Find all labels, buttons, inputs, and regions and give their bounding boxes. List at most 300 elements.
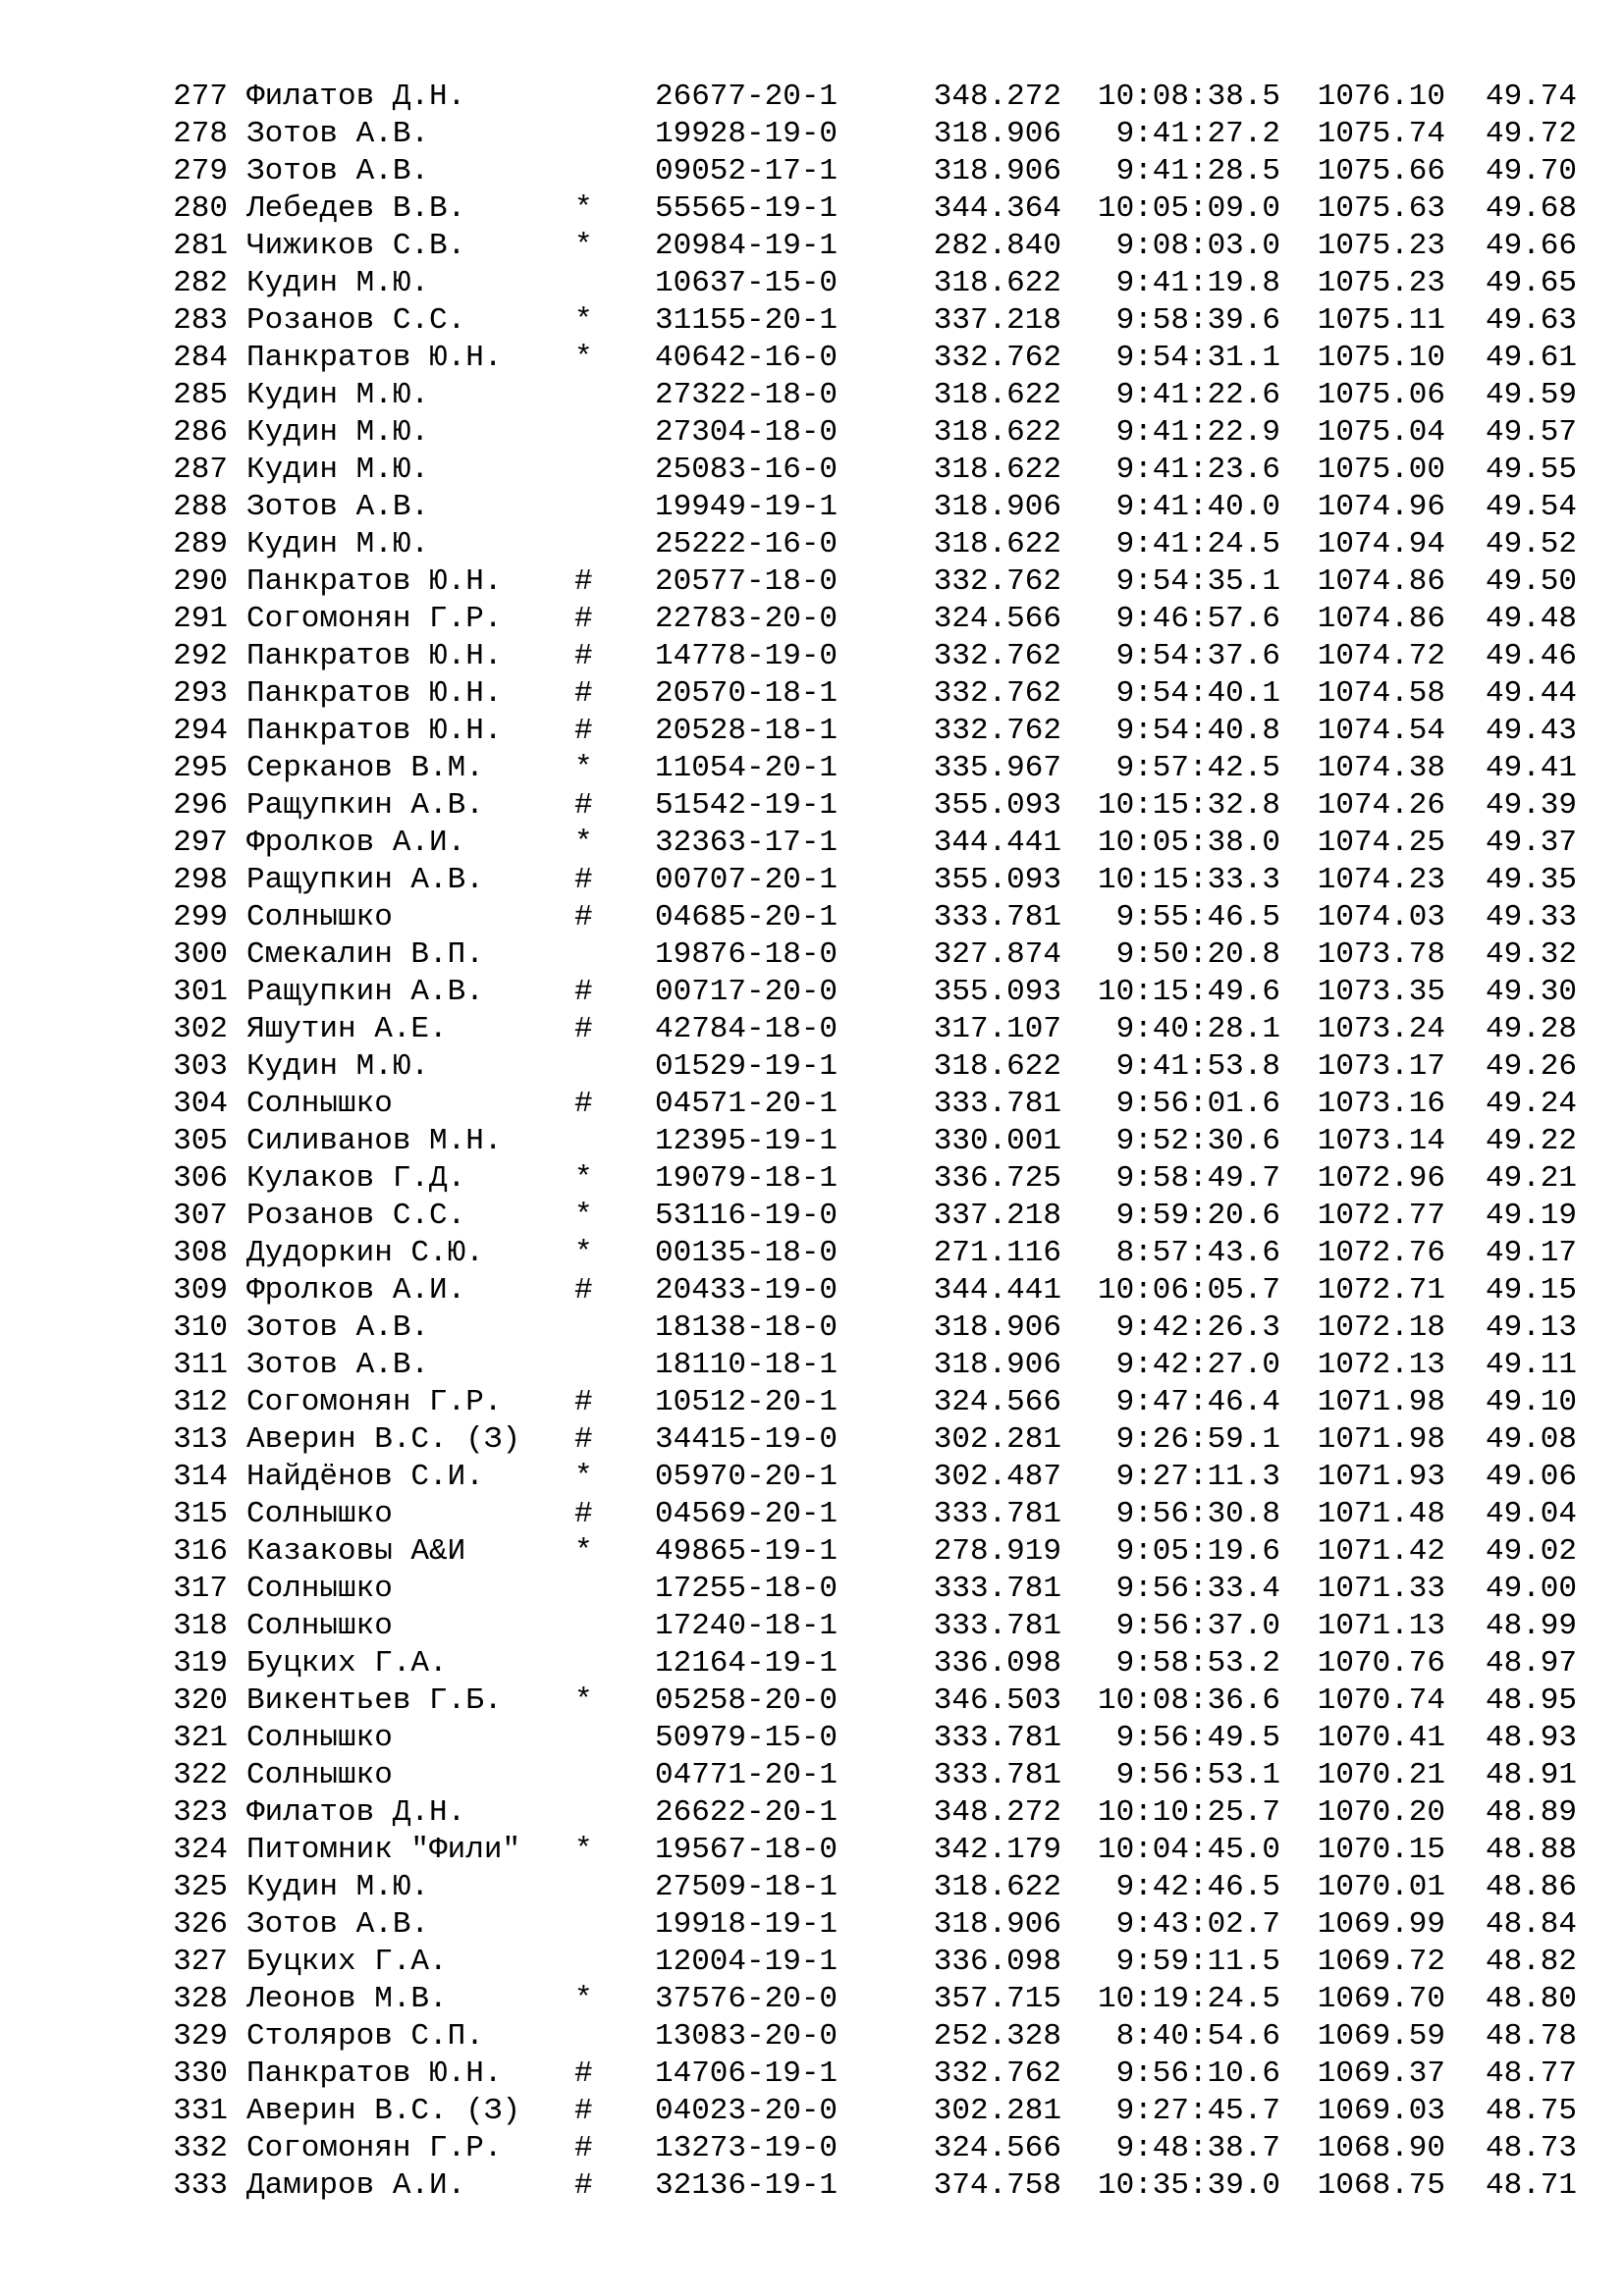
table-row	[173, 1309, 1577, 1347]
speed: 1074.96	[1317, 490, 1445, 524]
table-row	[173, 899, 1577, 936]
table-row	[173, 1682, 1577, 1720]
points: 49.17	[1485, 1236, 1577, 1270]
speed: 1075.10	[1317, 341, 1445, 375]
ring-number: 27304-18-0	[655, 415, 839, 450]
place-number: 278	[173, 117, 228, 151]
status-mark: #	[574, 1385, 593, 1419]
place-number: 281	[173, 229, 228, 263]
status-mark: #	[574, 2168, 593, 2203]
status-mark: *	[574, 1161, 593, 1196]
speed: 1069.03	[1317, 2094, 1445, 2128]
arrival-time: 8:57:43.6	[1115, 1236, 1280, 1270]
arrival-time: 9:54:40.1	[1115, 676, 1280, 711]
owner-name: Зотов А.В.	[246, 117, 430, 151]
speed: 1075.04	[1317, 415, 1445, 450]
points: 49.46	[1485, 639, 1577, 673]
ring-number: 12164-19-1	[655, 1646, 839, 1681]
owner-name: Буцких Г.А.	[246, 1646, 448, 1681]
place-number: 298	[173, 863, 228, 897]
owner-name: Солнышко	[246, 1609, 393, 1643]
points: 48.97	[1485, 1646, 1577, 1681]
owner-name: Зотов А.В.	[246, 1348, 430, 1382]
speed: 1075.06	[1317, 378, 1445, 412]
ring-number: 10512-20-1	[655, 1385, 839, 1419]
status-mark: *	[574, 1460, 593, 1494]
place-number: 295	[173, 751, 228, 785]
owner-name: Кудин М.Ю.	[246, 1049, 430, 1084]
speed: 1075.74	[1317, 117, 1445, 151]
arrival-time: 10:10:25.7	[1097, 1795, 1280, 1830]
status-mark: #	[574, 2056, 593, 2091]
distance: 374.758	[933, 2168, 1061, 2203]
place-number: 287	[173, 453, 228, 487]
ring-number: 19567-18-0	[655, 1833, 839, 1867]
table-row	[173, 1720, 1577, 1757]
distance: 318.906	[933, 117, 1061, 151]
ring-number: 17240-18-1	[655, 1609, 839, 1643]
owner-name: Викентьев Г.Б.	[246, 1683, 503, 1718]
arrival-time: 9:56:37.0	[1115, 1609, 1280, 1643]
points: 49.10	[1485, 1385, 1577, 1419]
distance: 302.487	[933, 1460, 1061, 1494]
speed: 1074.38	[1317, 751, 1445, 785]
distance: 332.762	[933, 341, 1061, 375]
distance: 337.218	[933, 303, 1061, 338]
place-number: 305	[173, 1124, 228, 1158]
distance: 346.503	[933, 1683, 1061, 1718]
speed: 1073.78	[1317, 937, 1445, 972]
status-mark: #	[574, 1497, 593, 1531]
speed: 1072.71	[1317, 1273, 1445, 1308]
ring-number: 13273-19-0	[655, 2131, 839, 2165]
speed: 1071.98	[1317, 1422, 1445, 1457]
distance: 344.441	[933, 1273, 1061, 1308]
ring-number: 04023-20-0	[655, 2094, 839, 2128]
distance: 333.781	[933, 1572, 1061, 1606]
arrival-time: 9:50:20.8	[1115, 937, 1280, 972]
status-mark: *	[574, 1199, 593, 1233]
ring-number: 20577-18-0	[655, 564, 839, 599]
distance: 337.218	[933, 1199, 1061, 1233]
arrival-time: 9:59:20.6	[1115, 1199, 1280, 1233]
status-mark: *	[574, 341, 593, 375]
status-mark: #	[574, 639, 593, 673]
arrival-time: 9:59:11.5	[1115, 1945, 1280, 1979]
place-number: 329	[173, 2019, 228, 2054]
status-mark: #	[574, 900, 593, 934]
table-row	[173, 750, 1577, 787]
table-row	[173, 1347, 1577, 1384]
table-row	[173, 153, 1577, 190]
distance: 332.762	[933, 714, 1061, 748]
arrival-time: 9:42:46.5	[1115, 1870, 1280, 1904]
ring-number: 11054-20-1	[655, 751, 839, 785]
ring-number: 18110-18-1	[655, 1348, 839, 1382]
distance: 333.781	[933, 1721, 1061, 1755]
arrival-time: 9:41:27.2	[1115, 117, 1280, 151]
owner-name: Панкратов Ю.Н.	[246, 714, 503, 748]
table-row	[173, 675, 1577, 713]
owner-name: Панкратов Ю.Н.	[246, 639, 503, 673]
distance: 318.906	[933, 1907, 1061, 1942]
points: 48.84	[1485, 1907, 1577, 1942]
distance: 344.364	[933, 191, 1061, 226]
ring-number: 14706-19-1	[655, 2056, 839, 2091]
table-row	[173, 974, 1577, 1011]
owner-name: Филатов Д.Н.	[246, 1795, 466, 1830]
distance: 318.622	[933, 415, 1061, 450]
owner-name: Дудоркин С.Ю.	[246, 1236, 484, 1270]
distance: 332.762	[933, 676, 1061, 711]
ring-number: 04685-20-1	[655, 900, 839, 934]
table-row	[173, 1459, 1577, 1496]
distance: 318.622	[933, 1870, 1061, 1904]
distance: 252.328	[933, 2019, 1061, 2054]
table-row	[173, 340, 1577, 377]
points: 49.74	[1485, 80, 1577, 114]
arrival-time: 9:54:37.6	[1115, 639, 1280, 673]
place-number: 285	[173, 378, 228, 412]
owner-name: Леонов М.В.	[246, 1982, 448, 2016]
points: 49.72	[1485, 117, 1577, 151]
arrival-time: 9:42:26.3	[1115, 1310, 1280, 1345]
place-number: 330	[173, 2056, 228, 2091]
owner-name: Розанов С.С.	[246, 303, 466, 338]
place-number: 316	[173, 1534, 228, 1569]
ring-number: 05970-20-1	[655, 1460, 839, 1494]
owner-name: Чижиков С.В.	[246, 229, 466, 263]
place-number: 299	[173, 900, 228, 934]
table-row	[173, 1832, 1577, 1869]
arrival-time: 9:54:31.1	[1115, 341, 1280, 375]
arrival-time: 9:43:02.7	[1115, 1907, 1280, 1942]
arrival-time: 9:57:42.5	[1115, 751, 1280, 785]
ring-number: 00717-20-0	[655, 975, 839, 1009]
owner-name: Дамиров А.И.	[246, 2168, 466, 2203]
table-row	[173, 563, 1577, 601]
owner-name: Столяров С.П.	[246, 2019, 484, 2054]
points: 49.00	[1485, 1572, 1577, 1606]
table-row	[173, 1198, 1577, 1235]
results-table	[173, 79, 1577, 2205]
arrival-time: 9:27:45.7	[1115, 2094, 1280, 2128]
ring-number: 26622-20-1	[655, 1795, 839, 1830]
table-row	[173, 228, 1577, 265]
table-row	[173, 1160, 1577, 1198]
speed: 1069.59	[1317, 2019, 1445, 2054]
place-number: 282	[173, 266, 228, 300]
distance: 327.874	[933, 937, 1061, 972]
place-number: 326	[173, 1907, 228, 1942]
place-number: 308	[173, 1236, 228, 1270]
points: 49.24	[1485, 1087, 1577, 1121]
speed: 1070.21	[1317, 1758, 1445, 1792]
table-row	[173, 936, 1577, 974]
owner-name: Кудин М.Ю.	[246, 415, 430, 450]
speed: 1069.37	[1317, 2056, 1445, 2091]
table-row	[173, 862, 1577, 899]
owner-name: Питомник "Фили"	[246, 1833, 521, 1867]
speed: 1073.16	[1317, 1087, 1445, 1121]
arrival-time: 9:56:33.4	[1115, 1572, 1280, 1606]
table-row	[173, 1757, 1577, 1794]
owner-name: Зотов А.В.	[246, 1310, 430, 1345]
status-mark: *	[574, 191, 593, 226]
ring-number: 19949-19-1	[655, 490, 839, 524]
arrival-time: 8:40:54.6	[1115, 2019, 1280, 2054]
points: 48.77	[1485, 2056, 1577, 2091]
ring-number: 32136-19-1	[655, 2168, 839, 2203]
status-mark: #	[574, 2094, 593, 2128]
arrival-time: 9:41:53.8	[1115, 1049, 1280, 1084]
table-row	[173, 2018, 1577, 2056]
points: 48.93	[1485, 1721, 1577, 1755]
speed: 1071.13	[1317, 1609, 1445, 1643]
arrival-time: 9:41:40.0	[1115, 490, 1280, 524]
owner-name: Согомонян Г.Р.	[246, 2131, 503, 2165]
ring-number: 32363-17-1	[655, 826, 839, 860]
speed: 1071.48	[1317, 1497, 1445, 1531]
ring-number: 20984-19-1	[655, 229, 839, 263]
points: 49.54	[1485, 490, 1577, 524]
place-number: 296	[173, 788, 228, 823]
points: 49.21	[1485, 1161, 1577, 1196]
table-row	[173, 79, 1577, 116]
table-row	[173, 1533, 1577, 1571]
points: 49.55	[1485, 453, 1577, 487]
place-number: 283	[173, 303, 228, 338]
table-row	[173, 1981, 1577, 2018]
arrival-time: 10:08:36.6	[1097, 1683, 1280, 1718]
owner-name: Зотов А.В.	[246, 490, 430, 524]
arrival-time: 9:58:53.2	[1115, 1646, 1280, 1681]
owner-name: Филатов Д.Н.	[246, 80, 466, 114]
arrival-time: 9:41:22.9	[1115, 415, 1280, 450]
table-row	[173, 1869, 1577, 1906]
speed: 1074.86	[1317, 602, 1445, 636]
points: 49.41	[1485, 751, 1577, 785]
ring-number: 49865-19-1	[655, 1534, 839, 1569]
ring-number: 19928-19-0	[655, 117, 839, 151]
speed: 1072.13	[1317, 1348, 1445, 1382]
arrival-time: 10:15:32.8	[1097, 788, 1280, 823]
speed: 1071.42	[1317, 1534, 1445, 1569]
distance: 333.781	[933, 1087, 1061, 1121]
speed: 1069.99	[1317, 1907, 1445, 1942]
speed: 1068.90	[1317, 2131, 1445, 2165]
speed: 1070.15	[1317, 1833, 1445, 1867]
status-mark: *	[574, 826, 593, 860]
arrival-time: 9:56:10.6	[1115, 2056, 1280, 2091]
status-mark: #	[574, 564, 593, 599]
place-number: 286	[173, 415, 228, 450]
ring-number: 17255-18-0	[655, 1572, 839, 1606]
table-row	[173, 1571, 1577, 1608]
points: 48.88	[1485, 1833, 1577, 1867]
owner-name: Яшутин А.Е.	[246, 1012, 448, 1046]
owner-name: Солнышко	[246, 1497, 393, 1531]
distance: 302.281	[933, 1422, 1061, 1457]
place-number: 302	[173, 1012, 228, 1046]
speed: 1074.72	[1317, 639, 1445, 673]
ring-number: 20570-18-1	[655, 676, 839, 711]
owner-name: Буцких Г.А.	[246, 1945, 448, 1979]
points: 49.19	[1485, 1199, 1577, 1233]
ring-number: 14778-19-0	[655, 639, 839, 673]
table-row	[173, 638, 1577, 675]
place-number: 332	[173, 2131, 228, 2165]
points: 48.86	[1485, 1870, 1577, 1904]
speed: 1072.77	[1317, 1199, 1445, 1233]
owner-name: Согомонян Г.Р.	[246, 602, 503, 636]
place-number: 306	[173, 1161, 228, 1196]
status-mark: #	[574, 2131, 593, 2165]
owner-name: Панкратов Ю.Н.	[246, 2056, 503, 2091]
ring-number: 37576-20-0	[655, 1982, 839, 2016]
distance: 318.906	[933, 490, 1061, 524]
arrival-time: 9:27:11.3	[1115, 1460, 1280, 1494]
ring-number: 04569-20-1	[655, 1497, 839, 1531]
owner-name: Лебедев В.В.	[246, 191, 466, 226]
status-mark: #	[574, 863, 593, 897]
place-number: 289	[173, 527, 228, 561]
distance: 271.116	[933, 1236, 1061, 1270]
status-mark: #	[574, 1422, 593, 1457]
table-row	[173, 1086, 1577, 1123]
table-row	[173, 1011, 1577, 1048]
speed: 1070.41	[1317, 1721, 1445, 1755]
speed: 1068.75	[1317, 2168, 1445, 2203]
ring-number: 04571-20-1	[655, 1087, 839, 1121]
distance: 318.906	[933, 1348, 1061, 1382]
place-number: 318	[173, 1609, 228, 1643]
arrival-time: 9:58:39.6	[1115, 303, 1280, 338]
distance: 324.566	[933, 1385, 1061, 1419]
speed: 1070.74	[1317, 1683, 1445, 1718]
table-row	[173, 825, 1577, 862]
table-row	[173, 601, 1577, 638]
distance: 336.098	[933, 1945, 1061, 1979]
status-mark: #	[574, 975, 593, 1009]
arrival-time: 9:41:24.5	[1115, 527, 1280, 561]
ring-number: 00135-18-0	[655, 1236, 839, 1270]
arrival-time: 9:41:28.5	[1115, 154, 1280, 188]
arrival-time: 9:48:38.7	[1115, 2131, 1280, 2165]
points: 49.02	[1485, 1534, 1577, 1569]
speed: 1074.03	[1317, 900, 1445, 934]
ring-number: 55565-19-1	[655, 191, 839, 226]
arrival-time: 9:54:40.8	[1115, 714, 1280, 748]
ring-number: 31155-20-1	[655, 303, 839, 338]
ring-number: 05258-20-0	[655, 1683, 839, 1718]
points: 48.91	[1485, 1758, 1577, 1792]
speed: 1069.70	[1317, 1982, 1445, 2016]
place-number: 314	[173, 1460, 228, 1494]
points: 49.57	[1485, 415, 1577, 450]
distance: 332.762	[933, 2056, 1061, 2091]
status-mark: #	[574, 1087, 593, 1121]
table-row	[173, 1123, 1577, 1160]
speed: 1075.23	[1317, 266, 1445, 300]
points: 48.82	[1485, 1945, 1577, 1979]
table-row	[173, 713, 1577, 750]
arrival-time: 9:42:27.0	[1115, 1348, 1280, 1382]
place-number: 322	[173, 1758, 228, 1792]
place-number: 291	[173, 602, 228, 636]
place-number: 325	[173, 1870, 228, 1904]
points: 49.52	[1485, 527, 1577, 561]
speed: 1075.00	[1317, 453, 1445, 487]
arrival-time: 10:15:49.6	[1097, 975, 1280, 1009]
speed: 1072.18	[1317, 1310, 1445, 1345]
speed: 1073.14	[1317, 1124, 1445, 1158]
distance: 336.098	[933, 1646, 1061, 1681]
status-mark: *	[574, 1534, 593, 1569]
arrival-time: 9:58:49.7	[1115, 1161, 1280, 1196]
distance: 318.622	[933, 378, 1061, 412]
ring-number: 10637-15-0	[655, 266, 839, 300]
points: 49.26	[1485, 1049, 1577, 1084]
owner-name: Ращупкин А.В.	[246, 863, 484, 897]
table-row	[173, 1421, 1577, 1459]
table-row	[173, 414, 1577, 452]
owner-name: Зотов А.В.	[246, 154, 430, 188]
distance: 333.781	[933, 1497, 1061, 1531]
ring-number: 01529-19-1	[655, 1049, 839, 1084]
table-row	[173, 2130, 1577, 2167]
distance: 318.622	[933, 527, 1061, 561]
distance: 318.906	[933, 154, 1061, 188]
points: 49.70	[1485, 154, 1577, 188]
table-row	[173, 2056, 1577, 2093]
points: 49.11	[1485, 1348, 1577, 1382]
distance: 357.715	[933, 1982, 1061, 2016]
speed: 1075.23	[1317, 229, 1445, 263]
ring-number: 40642-16-0	[655, 341, 839, 375]
ring-number: 25083-16-0	[655, 453, 839, 487]
place-number: 290	[173, 564, 228, 599]
status-mark: #	[574, 788, 593, 823]
points: 48.78	[1485, 2019, 1577, 2054]
distance: 355.093	[933, 975, 1061, 1009]
owner-name: Силиванов М.Н.	[246, 1124, 503, 1158]
points: 49.37	[1485, 826, 1577, 860]
place-number: 327	[173, 1945, 228, 1979]
speed: 1074.25	[1317, 826, 1445, 860]
table-row	[173, 302, 1577, 340]
speed: 1072.76	[1317, 1236, 1445, 1270]
ring-number: 27322-18-0	[655, 378, 839, 412]
place-number: 331	[173, 2094, 228, 2128]
distance: 333.781	[933, 900, 1061, 934]
points: 49.48	[1485, 602, 1577, 636]
distance: 330.001	[933, 1124, 1061, 1158]
table-row	[173, 265, 1577, 302]
place-number: 292	[173, 639, 228, 673]
table-row	[173, 1944, 1577, 1981]
speed: 1074.23	[1317, 863, 1445, 897]
table-row	[173, 116, 1577, 153]
owner-name: Зотов А.В.	[246, 1907, 430, 1942]
speed: 1070.20	[1317, 1795, 1445, 1830]
place-number: 317	[173, 1572, 228, 1606]
arrival-time: 9:08:03.0	[1115, 229, 1280, 263]
speed: 1071.93	[1317, 1460, 1445, 1494]
place-number: 294	[173, 714, 228, 748]
status-mark: #	[574, 602, 593, 636]
place-number: 312	[173, 1385, 228, 1419]
